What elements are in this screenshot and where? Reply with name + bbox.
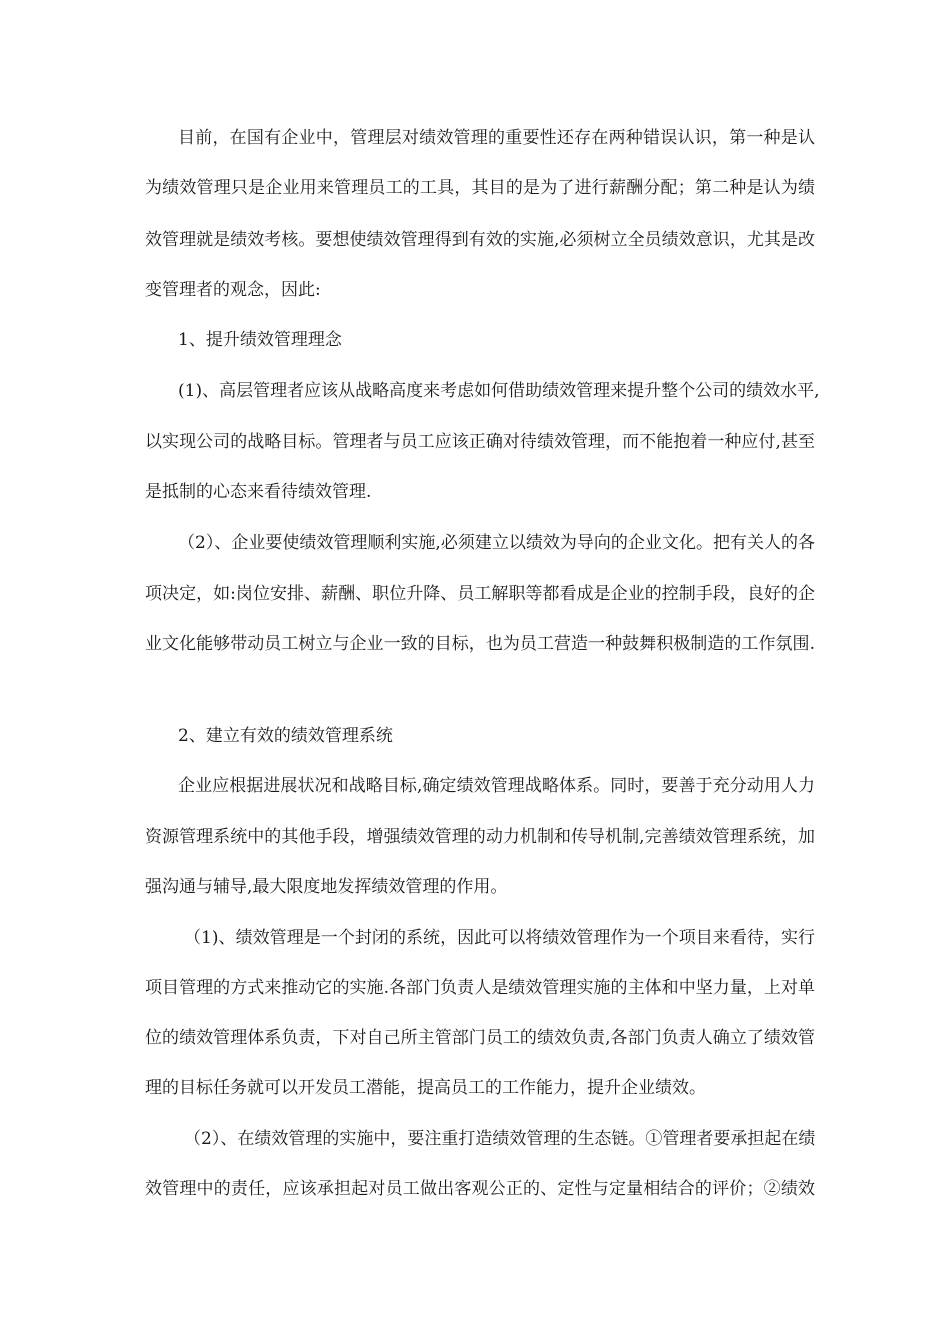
paragraph-line: （2）、在绩效管理的实施中，要注重打造绩效管理的生态链。①管理者要承担起在绩 bbox=[184, 1129, 816, 1149]
paragraph-line: (1)、高层管理者应该从战略高度来考虑如何借助绩效管理来提升整个公司的绩效水平, bbox=[178, 381, 820, 401]
section-heading: 1、提升绩效管理理念 bbox=[178, 330, 342, 350]
paragraph-line: 效管理中的责任，应该承担起对员工做出客观公正的、定性与定量相结合的评价；②绩效 bbox=[145, 1179, 815, 1199]
paragraph-line: 理的目标任务就可以开发员工潜能，提高员工的工作能力，提升企业绩效。 bbox=[145, 1078, 706, 1098]
paragraph-line: 强沟通与辅导,最大限度地发挥绩效管理的作用。 bbox=[145, 877, 508, 897]
paragraph-line: （1)、绩效管理是一个封闭的系统，因此可以将绩效管理作为一个项目来看待，实行 bbox=[184, 928, 815, 948]
paragraph-line: 为绩效管理只是企业用来管理员工的工具，其目的是为了进行薪酬分配；第二种是认为绩 bbox=[145, 178, 815, 198]
paragraph-line: 是抵制的心态来看待绩效管理. bbox=[145, 482, 372, 502]
paragraph-line: 业文化能够带动员工树立与企业一致的目标，也为员工营造一种鼓舞积极制造的工作氛围. bbox=[145, 634, 815, 654]
section-heading: 2、建立有效的绩效管理系统 bbox=[178, 726, 393, 746]
paragraph-line: 企业应根据进展状况和战略目标,确定绩效管理战略体系。同时，要善于充分动用人力 bbox=[178, 776, 815, 796]
paragraph-line: （2）、企业要使绩效管理顺利实施,必须建立以绩效为导向的企业文化。把有关人的各 bbox=[178, 533, 815, 553]
paragraph-line: 变管理者的观念，因此: bbox=[145, 280, 321, 300]
paragraph-line: 项目管理的方式来推动它的实施.各部门负责人是绩效管理实施的主体和中坚力量，上对单 bbox=[145, 978, 815, 998]
paragraph-line: 位的绩效管理体系负责，下对自己所主管部门员工的绩效负责,各部门负责人确立了绩效管 bbox=[145, 1028, 815, 1048]
paragraph-line: 项决定，如:岗位安排、薪酬、职位升降、员工解职等都看成是企业的控制手段，良好的企 bbox=[145, 584, 815, 604]
paragraph-line: 资源管理系统中的其他手段，增强绩效管理的动力机制和传导机制,完善绩效管理系统，加 bbox=[145, 827, 815, 847]
paragraph-line: 以实现公司的战略目标。管理者与员工应该正确对待绩效管理，而不能抱着一种应付,甚至 bbox=[145, 432, 815, 452]
paragraph-line: 效管理就是绩效考核。要想使绩效管理得到有效的实施,必须树立全员绩效意识，尤其是改 bbox=[145, 230, 815, 250]
paragraph-line: 目前，在国有企业中，管理层对绩效管理的重要性还存在两种错误认识，第一种是认 bbox=[178, 128, 815, 148]
